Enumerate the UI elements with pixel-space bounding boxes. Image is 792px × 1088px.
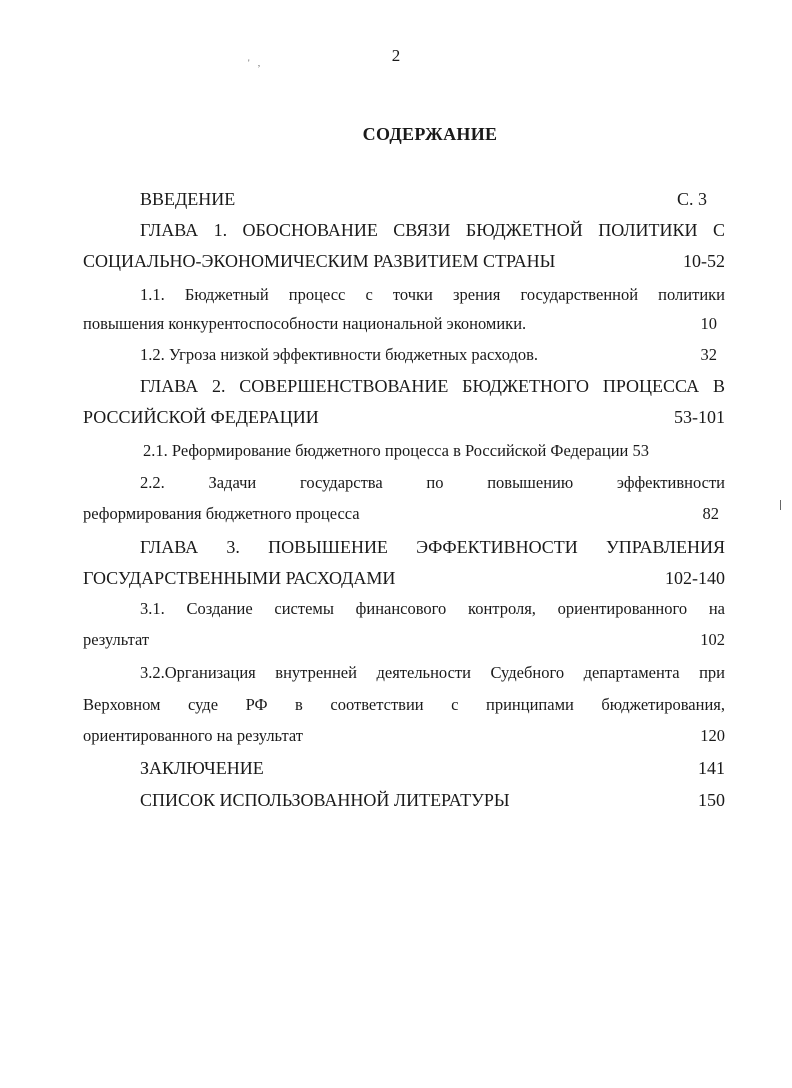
toc-title: РОССИЙСКОЙ ФЕДЕРАЦИИ xyxy=(83,407,319,427)
toc-page: 120 xyxy=(700,726,725,745)
toc-entry-section-3-2-line-1[interactable]: 3.2.Организация внутренней деятельности Судебного департамента при xyxy=(140,663,725,682)
toc-entry-conclusion[interactable] xyxy=(140,753,725,783)
toc-entry-chapter-1-line-2[interactable] xyxy=(83,246,725,276)
toc-page: 102-140 xyxy=(665,568,725,588)
toc-title: 1.2. Угроза низкой эффективности бюджетных расходов. xyxy=(140,345,539,364)
toc-title: результат xyxy=(83,630,150,649)
toc-title: повышения конкурентоспособности национальной экономики. xyxy=(83,314,527,333)
toc-page: 10-52 xyxy=(683,251,725,271)
page-number: 2 xyxy=(391,46,401,65)
toc-entry-chapter-3-line-1[interactable]: ГЛАВА 3. ПОВЫШЕНИЕ ЭФФЕКТИВНОСТИ УПРАВЛЕНИЯ xyxy=(140,537,725,557)
toc-page: 141 xyxy=(698,758,725,778)
toc-title: СПИСОК ИСПОЛЬЗОВАННОЙ ЛИТЕРАТУРЫ xyxy=(140,790,510,810)
toc-page: С. 3 xyxy=(676,189,707,209)
toc-entry-section-3-2-line-2[interactable]: Верховном суде РФ в соответствии с принципами бюджетирования, xyxy=(83,695,725,714)
toc-entry-chapter-2-line-1[interactable]: ГЛАВА 2. СОВЕРШЕНСТВОВАНИЕ БЮДЖЕТНОГО ПРОЦЕССА В xyxy=(140,376,725,396)
toc-title: реформирования бюджетного процесса xyxy=(83,504,360,523)
toc-entry-section-2-2-line-2[interactable] xyxy=(83,499,725,529)
toc-entry-section-2-2-line-1[interactable]: 2.2. Задачи государства по повышению эффективности xyxy=(140,473,725,492)
toc-title: ЗАКЛЮЧЕНИЕ xyxy=(140,758,264,778)
scan-specks: ' , xyxy=(248,58,264,68)
toc-page: 10 xyxy=(700,314,717,333)
toc-entry-intro[interactable] xyxy=(140,184,725,214)
toc-page: 150 xyxy=(698,790,725,810)
toc-entry-section-3-1-line-1[interactable]: 3.1. Создание системы финансового контроля, ориентированного на xyxy=(140,599,725,618)
toc-title: ВВЕДЕНИЕ xyxy=(140,189,236,209)
toc-page: 82 xyxy=(702,504,719,523)
toc-entry-section-3-2-line-3[interactable] xyxy=(83,721,725,751)
toc-entry-section-3-1-line-2[interactable] xyxy=(83,625,725,655)
toc-entry-section-1-2[interactable] xyxy=(140,340,725,370)
toc-page: 53-101 xyxy=(674,407,725,427)
toc-title: ГОСУДАРСТВЕННЫМИ РАСХОДАМИ xyxy=(83,568,396,588)
toc-title: ориентированного на результат xyxy=(83,726,303,745)
toc-entry-chapter-2-line-2[interactable] xyxy=(83,402,725,432)
toc-page: 102 xyxy=(700,630,725,649)
toc-entry-section-1-1-line-2[interactable] xyxy=(83,309,725,339)
toc-title: СОЦИАЛЬНО-ЭКОНОМИЧЕСКИМ РАЗВИТИЕМ СТРАНЫ xyxy=(83,251,556,271)
toc-entry-chapter-1-line-1[interactable]: ГЛАВА 1. ОБОСНОВАНИЕ СВЯЗИ БЮДЖЕТНОЙ ПОЛИТИКИ С xyxy=(140,220,725,240)
toc-entry-section-1-1-line-1[interactable]: 1.1. Бюджетный процесс с точки зрения государственной политики xyxy=(140,285,725,304)
toc-page: 32 xyxy=(700,345,717,364)
toc-entry-chapter-3-line-2[interactable] xyxy=(83,563,725,593)
toc-entry-references[interactable] xyxy=(140,785,725,815)
scan-mark xyxy=(780,500,781,510)
page-title: СОДЕРЖАНИЕ xyxy=(362,124,498,144)
toc-entry-section-2-1[interactable]: 2.1. Реформирование бюджетного процесса в Российской Федерации 53 xyxy=(143,441,649,460)
